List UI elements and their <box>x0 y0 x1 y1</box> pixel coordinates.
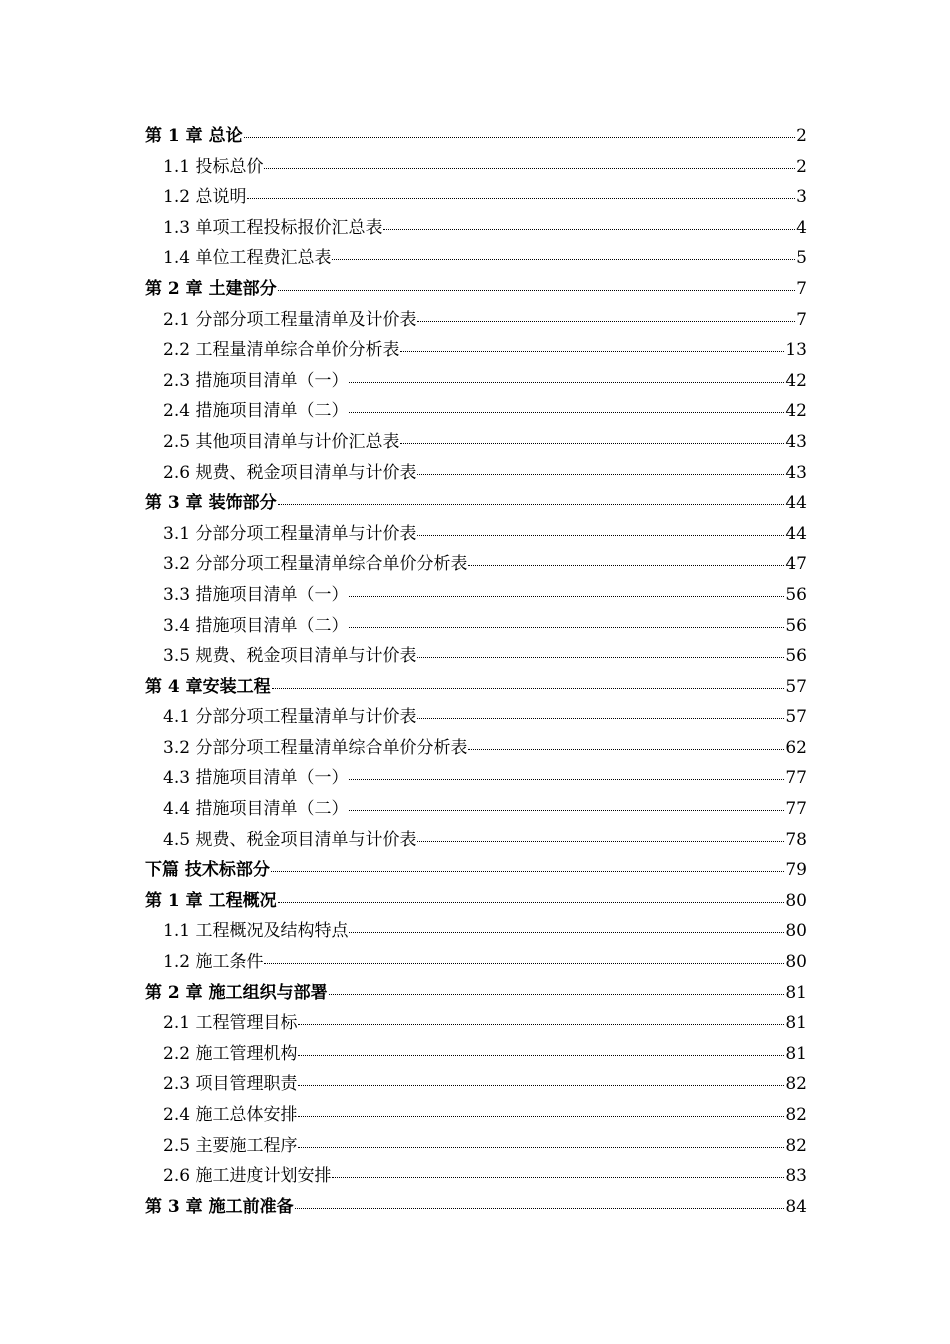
toc-section-entry[interactable] <box>145 702 807 733</box>
toc-chapter-entry[interactable] <box>145 855 807 886</box>
toc-entry-title: 第 2 章 施工组织与部署 <box>145 982 328 1003</box>
toc-dot-leader <box>400 350 784 352</box>
toc-dot-leader <box>264 962 784 964</box>
toc-page-number: 82 <box>785 1105 807 1125</box>
toc-dot-leader <box>298 1023 784 1025</box>
toc-entry-title: 2.2 工程量清单综合单价分析表 <box>163 340 400 361</box>
toc-page-number: 81 <box>785 982 807 1003</box>
toc-section-entry[interactable] <box>145 243 807 274</box>
toc-dot-leader <box>349 381 784 383</box>
toc-entry-title: 第 1 章 总论 <box>145 126 243 146</box>
toc-dot-leader <box>417 534 784 536</box>
toc-chapter-entry[interactable] <box>145 672 807 703</box>
toc-page-number: 56 <box>785 646 807 667</box>
toc-section-entry[interactable] <box>145 947 807 978</box>
toc-dot-leader <box>400 442 784 444</box>
toc-page-number: 62 <box>785 737 807 758</box>
toc-entry-title: 第 3 章 施工前准备 <box>145 1196 294 1217</box>
toc-page-number: 13 <box>785 340 807 361</box>
toc-entry-title: 2.1 分部分项工程量清单及计价表 <box>163 309 417 330</box>
toc-entry-title: 第 3 章 装饰部分 <box>145 493 277 514</box>
toc-chapter-entry[interactable] <box>145 274 807 305</box>
toc-entry-title: 2.4 措施项目清单（二） <box>163 401 349 422</box>
toc-entry-title: 3.3 措施项目清单（一） <box>163 584 349 605</box>
toc-dot-leader <box>417 717 784 719</box>
toc-page-number: 44 <box>785 493 807 514</box>
toc-entry-title: 第 1 章 工程概况 <box>145 890 277 911</box>
toc-page-number: 43 <box>785 462 807 483</box>
toc-chapter-entry[interactable] <box>145 886 807 917</box>
toc-entry-title: 2.5 主要施工程序 <box>163 1135 298 1156</box>
toc-page-number: 80 <box>785 921 807 942</box>
toc-page-number: 56 <box>785 615 807 636</box>
toc-section-entry[interactable] <box>145 641 807 672</box>
toc-dot-leader <box>295 1207 785 1209</box>
toc-dot-leader <box>349 595 784 597</box>
toc-entry-title: 4.5 规费、税金项目清单与计价表 <box>163 829 417 850</box>
toc-dot-leader <box>417 473 784 475</box>
toc-page-number: 81 <box>785 1043 807 1064</box>
toc-entry-title: 1.1 工程概况及结构特点 <box>163 921 349 942</box>
toc-section-entry[interactable] <box>145 427 807 458</box>
toc-dot-leader <box>417 320 795 322</box>
toc-page-number: 80 <box>785 952 807 973</box>
toc-dot-leader <box>278 503 785 505</box>
toc-chapter-entry[interactable] <box>145 1192 807 1223</box>
toc-entry-title: 3.2 分部分项工程量清单综合单价分析表 <box>163 554 468 575</box>
toc-section-entry[interactable] <box>145 458 807 489</box>
toc-entry-title: 2.4 施工总体安排 <box>163 1105 298 1125</box>
toc-page-number: 43 <box>785 431 807 452</box>
toc-entry-title: 2.2 施工管理机构 <box>163 1043 298 1064</box>
toc-dot-leader <box>332 1176 784 1178</box>
toc-page-number: 79 <box>785 860 807 881</box>
toc-section-entry[interactable] <box>145 580 807 611</box>
toc-dot-leader <box>349 809 784 811</box>
toc-entry-title: 2.3 项目管理职责 <box>163 1074 298 1095</box>
toc-dot-leader <box>417 840 784 842</box>
toc-dot-leader <box>329 993 785 995</box>
toc-entry-title: 1.4 单位工程费汇总表 <box>163 248 332 269</box>
toc-page-number: 5 <box>796 248 807 269</box>
toc-dot-leader <box>298 1115 784 1117</box>
toc-dot-leader <box>349 411 784 413</box>
toc-entry-title: 3.2 分部分项工程量清单综合单价分析表 <box>163 737 468 758</box>
toc-page-number: 57 <box>785 707 807 728</box>
toc-page-number: 7 <box>796 278 807 299</box>
toc-dot-leader <box>298 1054 784 1056</box>
toc-entry-title: 3.4 措施项目清单（二） <box>163 615 349 636</box>
toc-entry-title: 3.1 分部分项工程量清单与计价表 <box>163 523 417 544</box>
toc-section-entry[interactable] <box>145 763 807 794</box>
toc-entry-title: 1.3 单项工程投标报价汇总表 <box>163 217 383 238</box>
toc-dot-leader <box>247 197 795 199</box>
toc-section-entry[interactable] <box>145 152 807 183</box>
toc-entry-title: 2.3 措施项目清单（一） <box>163 370 349 391</box>
toc-entry-title: 2.5 其他项目清单与计价汇总表 <box>163 431 400 452</box>
toc-page-number: 77 <box>785 799 807 820</box>
toc-section-entry[interactable] <box>145 519 807 550</box>
toc-page-number: 84 <box>785 1196 807 1217</box>
toc-entry-title: 2.1 工程管理目标 <box>163 1013 298 1034</box>
toc-section-entry[interactable] <box>145 1161 807 1192</box>
toc-page-number: 80 <box>785 890 807 911</box>
toc-section-entry[interactable] <box>145 611 807 642</box>
toc-entry-title: 下篇 技术标部分 <box>145 860 270 881</box>
toc-page-number: 2 <box>796 126 807 146</box>
toc-section-entry[interactable] <box>145 182 807 213</box>
toc-dot-leader <box>468 564 784 566</box>
toc-page-number: 44 <box>785 523 807 544</box>
toc-entry-title: 1.2 总说明 <box>163 187 247 208</box>
toc-page-number: 82 <box>785 1135 807 1156</box>
toc-dot-leader <box>244 136 796 138</box>
toc-section-entry[interactable] <box>145 794 807 825</box>
toc-section-entry[interactable] <box>145 1131 807 1162</box>
toc-page-number: 82 <box>785 1074 807 1095</box>
toc-section-entry[interactable] <box>145 1069 807 1100</box>
toc-section-entry[interactable] <box>145 396 807 427</box>
toc-page-number: 56 <box>785 584 807 605</box>
toc-dot-leader <box>417 656 784 658</box>
toc-page-number: 2 <box>796 156 807 177</box>
toc-entry-title: 4.4 措施项目清单（二） <box>163 799 349 820</box>
toc-dot-leader <box>272 687 785 689</box>
toc-section-entry[interactable] <box>145 305 807 336</box>
toc-section-entry[interactable] <box>145 916 807 947</box>
toc-dot-leader <box>349 778 784 780</box>
toc-section-entry[interactable] <box>145 733 807 764</box>
table-of-contents <box>145 121 807 1222</box>
toc-page-number: 83 <box>785 1166 807 1187</box>
toc-entry-title: 1.2 施工条件 <box>163 952 264 973</box>
toc-page-number: 81 <box>785 1013 807 1034</box>
toc-entry-title: 2.6 施工进度计划安排 <box>163 1166 332 1187</box>
toc-chapter-entry[interactable] <box>145 488 807 519</box>
toc-dot-leader <box>298 1146 784 1148</box>
toc-page-number: 42 <box>785 370 807 391</box>
toc-section-entry[interactable] <box>145 549 807 580</box>
toc-dot-leader <box>349 931 784 933</box>
toc-dot-leader <box>298 1084 784 1086</box>
toc-dot-leader <box>332 258 795 260</box>
toc-section-entry[interactable] <box>145 1100 807 1131</box>
toc-entry-title: 4.1 分部分项工程量清单与计价表 <box>163 707 417 728</box>
toc-dot-leader <box>278 901 785 903</box>
toc-page-number: 57 <box>785 676 807 697</box>
toc-page-number: 3 <box>796 187 807 208</box>
toc-dot-leader <box>468 748 784 750</box>
toc-dot-leader <box>278 289 796 291</box>
toc-dot-leader <box>271 870 784 872</box>
toc-entry-title: 1.1 投标总价 <box>163 156 264 177</box>
toc-page-number: 4 <box>796 217 807 238</box>
toc-page-number: 47 <box>785 554 807 575</box>
toc-page-number: 77 <box>785 768 807 789</box>
toc-entry-title: 第 4 章安装工程 <box>145 676 271 697</box>
toc-section-entry[interactable] <box>145 366 807 397</box>
toc-page-number: 78 <box>785 829 807 850</box>
toc-section-entry[interactable] <box>145 825 807 856</box>
toc-entry-title: 3.5 规费、税金项目清单与计价表 <box>163 646 417 667</box>
toc-entry-title: 第 2 章 土建部分 <box>145 278 277 299</box>
toc-entry-title: 2.6 规费、税金项目清单与计价表 <box>163 462 417 483</box>
toc-dot-leader <box>264 167 795 169</box>
toc-section-entry[interactable] <box>145 335 807 366</box>
toc-chapter-entry[interactable] <box>145 121 807 152</box>
toc-dot-leader <box>383 228 795 230</box>
toc-page-number: 42 <box>785 401 807 422</box>
toc-dot-leader <box>349 626 784 628</box>
toc-section-entry[interactable] <box>145 1039 807 1070</box>
toc-chapter-entry[interactable] <box>145 978 807 1009</box>
toc-entry-title: 4.3 措施项目清单（一） <box>163 768 349 789</box>
toc-section-entry[interactable] <box>145 1008 807 1039</box>
toc-section-entry[interactable] <box>145 213 807 244</box>
toc-page-number: 7 <box>796 309 807 330</box>
